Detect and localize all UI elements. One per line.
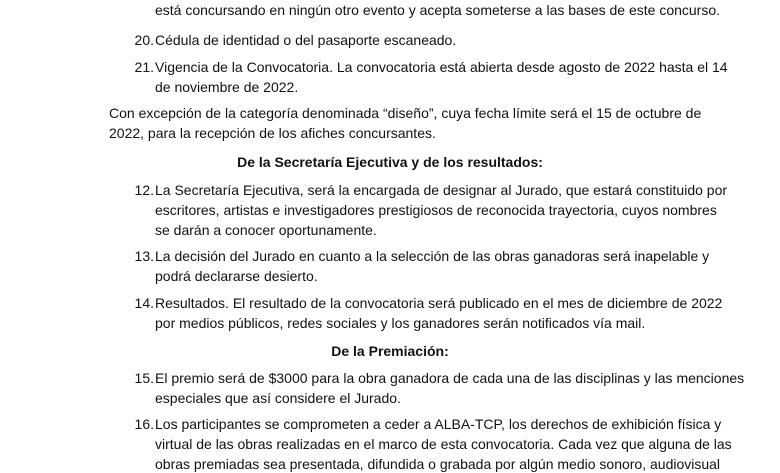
list-item-line: La Secretaría Ejecutiva, será la encargada de designar al Jurado, que estará constituido por: [155, 182, 728, 198]
list-item-line: Cédula de identidad o del pasaporte escaneado.: [155, 32, 457, 48]
list-item-line: La decisión del Jurado en cuanto a la selección de las obras ganadoras será inapelable y: [155, 248, 710, 264]
section-heading-secretaria: De la Secretaría Ejecutiva y de los resultados:: [237, 154, 543, 170]
list-item-number: 21.: [134, 59, 154, 75]
list-item-number: 14.: [134, 295, 154, 311]
section-heading-premiacion: De la Premiación:: [331, 343, 449, 359]
list-item-number: 16.: [134, 416, 154, 432]
list-item-line: Los participantes se comprometen a ceder a ALBA-TCP, los derechos de exhibición física y: [155, 416, 722, 432]
list-item-line: podrá declararse desierto.: [155, 268, 318, 284]
list-item-line: de noviembre de 2022.: [155, 79, 299, 95]
list-item-line: escritores, artistas e investigadores prestigiosos de reconocida trayectoria, cuyos nombres: [155, 202, 717, 218]
paragraph-line: 2022, para la recepción de los afiches concursantes.: [109, 125, 436, 141]
list-item-line: El premio será de $3000 para la obra ganadora de cada una de las disciplinas y las menciones: [155, 370, 745, 386]
list-item-line: especiales que así considere el Jurado.: [155, 390, 401, 406]
list-item-line: Vigencia de la Convocatoria. La convocatoria está abierta desde agosto de 2022 hasta el 14: [155, 59, 728, 75]
list-item-number: 12.: [134, 182, 154, 198]
list-item-number: 15.: [134, 370, 154, 386]
list-item-line: está concursando en ningún otro evento y acepta someterse a las bases de este concurso.: [155, 2, 721, 18]
list-item-number: 20.: [134, 32, 154, 48]
list-item-number: 13.: [134, 248, 154, 264]
paragraph-line: Con excepción de la categoría denominada “diseño”, cuya fecha límite será el 15 de octubre de: [109, 105, 702, 121]
list-item-line: por medios públicos, redes sociales y los ganadores serán notificados vía mail.: [155, 315, 646, 331]
list-item-line: virtual de las obras realizadas en el marco de esta convocatoria. Cada vez que alguna de las: [155, 436, 732, 452]
list-item-line: Resultados. El resultado de la convocatoria será publicado en el mes de diciembre de 2022: [155, 295, 723, 311]
list-item-line: obras premiadas sea presentada, difundida o grabada por algún medio sonoro, audiovisual: [155, 456, 721, 472]
list-item-line: se darán a conocer oportunamente.: [155, 222, 377, 238]
